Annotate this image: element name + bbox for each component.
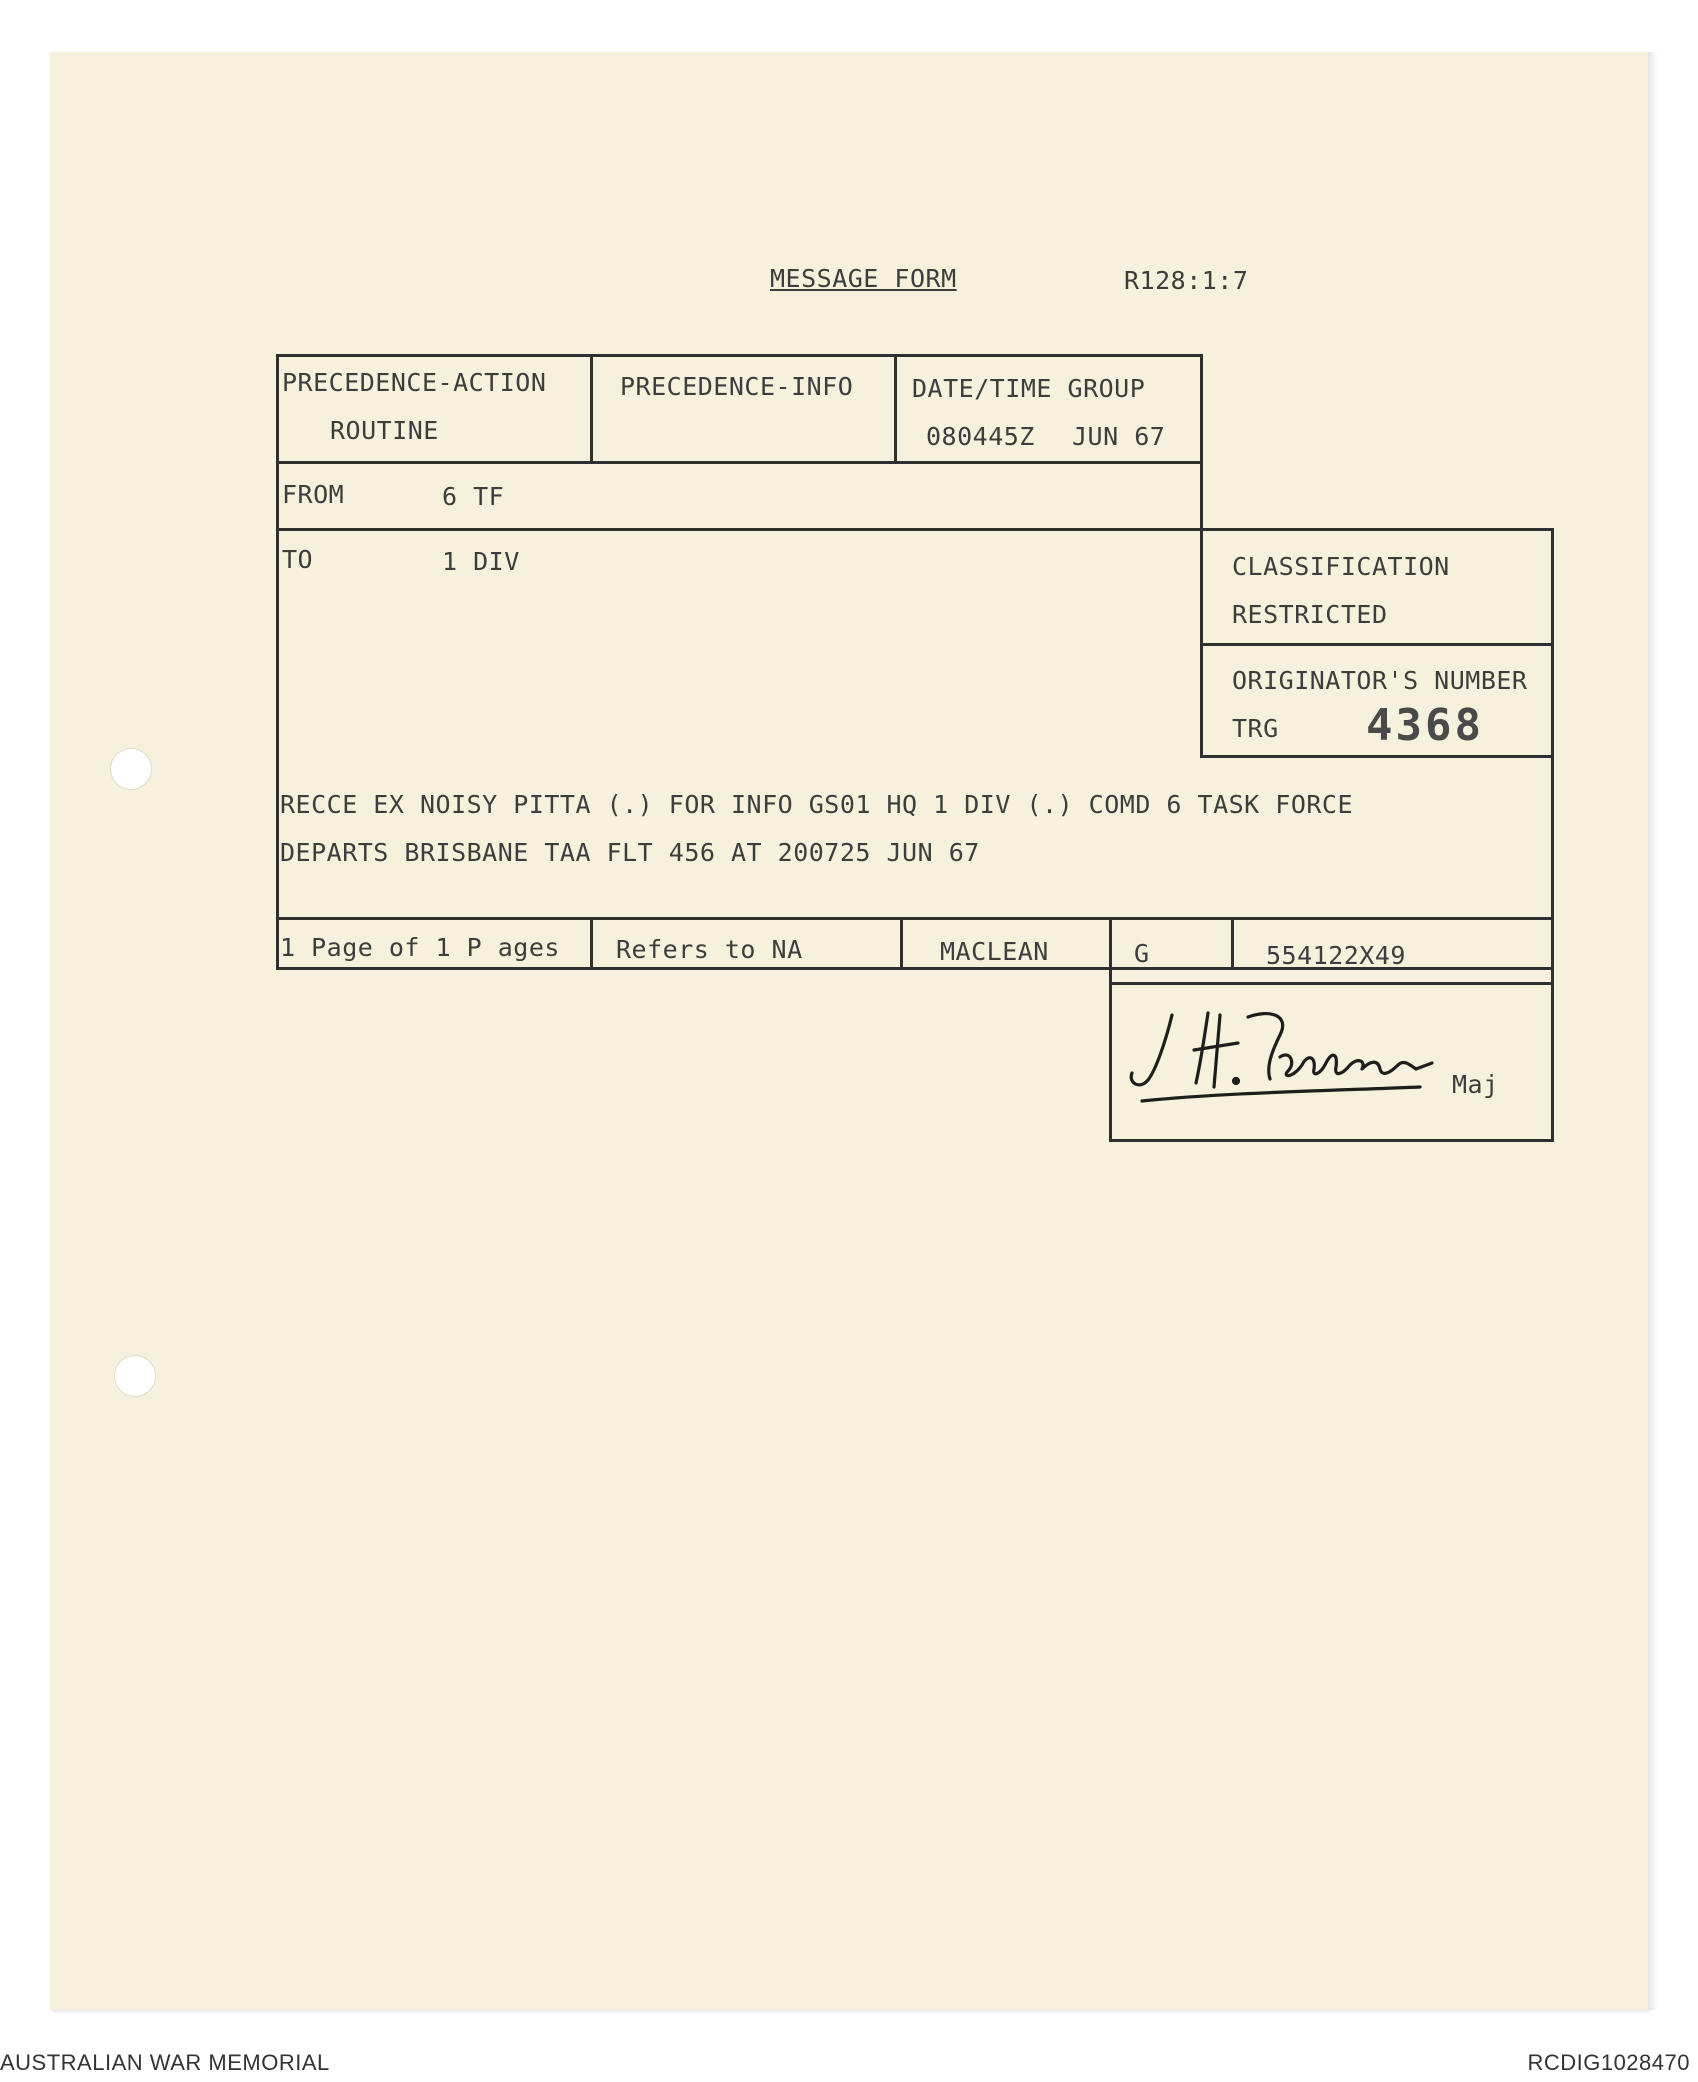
- officer-rank: Maj: [1452, 1070, 1499, 1099]
- from-value: 6 TF: [442, 482, 505, 511]
- message-line-1: RECCE EX NOISY PITTA (.) FOR INFO GS01 HQ 1 DIV (.) COMD 6 TASK FORCE: [280, 790, 1354, 819]
- precedence-info-label: PRECEDENCE-INFO: [620, 372, 854, 401]
- datetime-value: 080445Z: [926, 422, 1035, 451]
- classification-value: RESTRICTED: [1232, 600, 1388, 629]
- archive-caption-right: RCDIG1028470: [1527, 2050, 1690, 2075]
- punch-hole: [110, 748, 152, 790]
- classification-label: CLASSIFICATION: [1232, 552, 1450, 581]
- form-title: MESSAGE FORM: [770, 264, 957, 293]
- page-count: 1 Page of 1 P ages: [280, 933, 560, 962]
- serial-number: 554122X49: [1266, 941, 1406, 970]
- archive-caption-left: AUSTRALIAN WAR MEMORIAL: [0, 2050, 330, 2075]
- precedence-action-label: PRECEDENCE-ACTION: [282, 368, 547, 397]
- from-label: FROM: [282, 480, 345, 509]
- reference-number: R128:1:7: [1124, 266, 1249, 295]
- grade-code: G: [1134, 939, 1150, 968]
- punch-hole: [114, 1355, 156, 1397]
- officer-name: MACLEAN: [940, 937, 1049, 966]
- datetime-month: JUN 67: [1072, 422, 1166, 451]
- to-value: 1 DIV: [442, 547, 520, 576]
- message-line-2: DEPARTS BRISBANE TAA FLT 456 AT 200725 JUN 67: [280, 838, 980, 867]
- datetime-label: DATE/TIME GROUP: [912, 374, 1146, 403]
- signature-image: [1120, 995, 1450, 1125]
- originator-label: ORIGINATOR'S NUMBER: [1232, 666, 1528, 695]
- refers-to: Refers to NA: [616, 935, 803, 964]
- originator-prefix: TRG: [1232, 714, 1279, 743]
- page-edge: [1648, 52, 1658, 2010]
- to-label: TO: [282, 545, 314, 574]
- precedence-action-value: ROUTINE: [330, 416, 439, 445]
- originator-number: 4368: [1366, 700, 1484, 751]
